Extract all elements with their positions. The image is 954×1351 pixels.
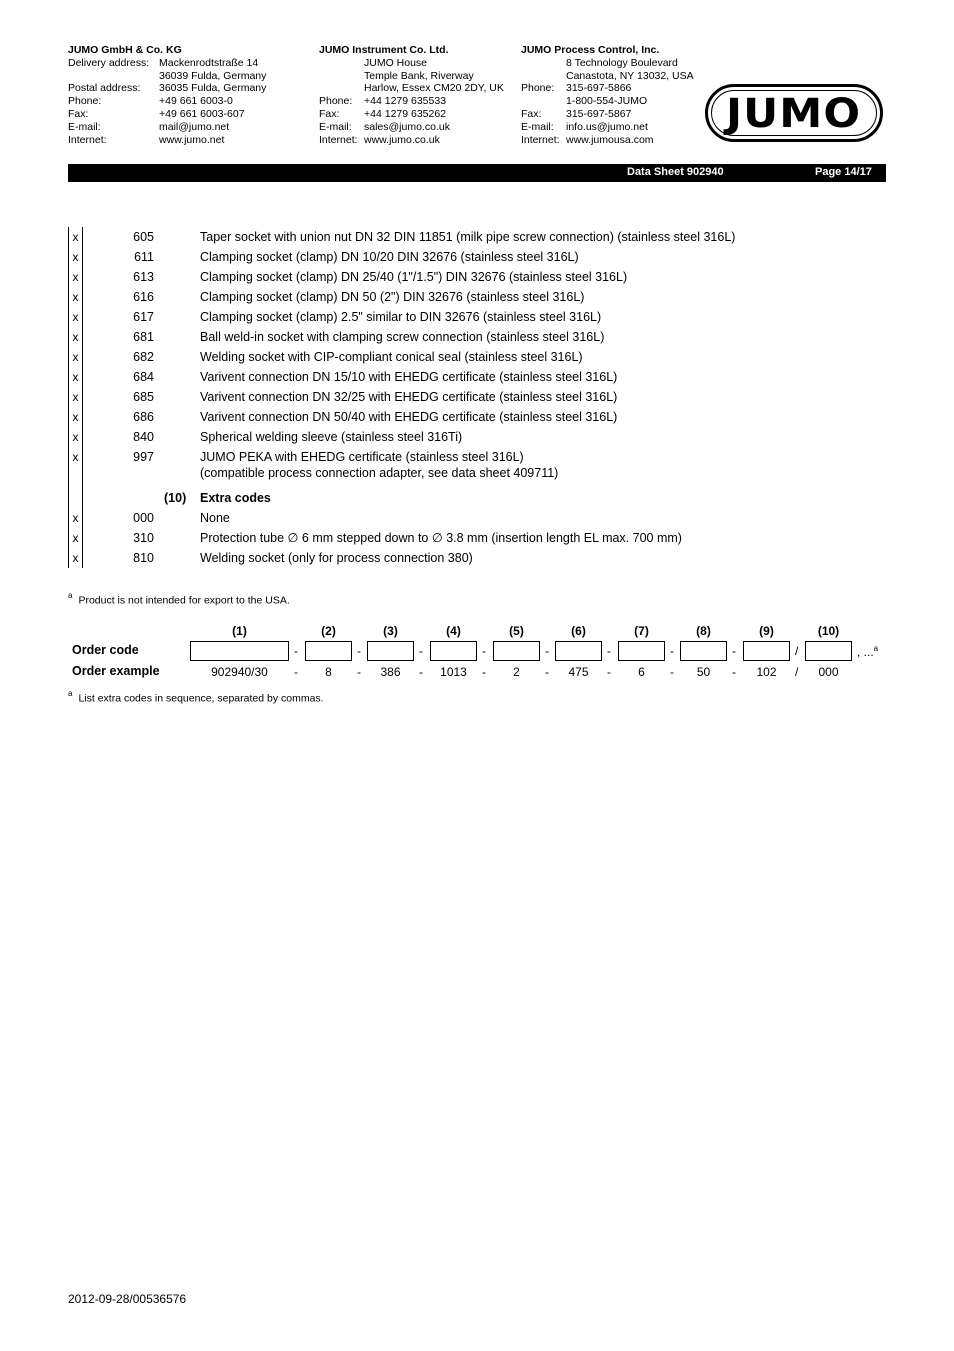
address-line xyxy=(521,108,694,121)
address-line xyxy=(319,57,504,70)
order-code-label: Order code xyxy=(72,643,139,657)
address-line xyxy=(521,95,694,108)
order-code-separator: - xyxy=(732,644,736,658)
option-description xyxy=(200,389,617,405)
option-mark: x xyxy=(68,447,83,483)
address-value: mail@jumo.net xyxy=(159,120,230,133)
logo-text: JUMO xyxy=(726,91,862,137)
order-example-separator: - xyxy=(357,665,361,679)
footnote-text: Product is not intended for export to the USA. xyxy=(78,594,290,607)
address-label: Fax: xyxy=(319,107,340,120)
address-line xyxy=(68,95,266,108)
order-code-separator: - xyxy=(419,644,423,658)
option-description xyxy=(200,249,579,265)
address-value: +49 661 6003-0 xyxy=(159,95,233,108)
option-description: None xyxy=(200,511,230,525)
address-value: +49 661 6003-607 xyxy=(159,107,245,120)
option-row xyxy=(68,447,888,483)
option-description-line: Varivent connection DN 32/25 with EHEDG certificate (stainless steel 316L) xyxy=(200,390,618,404)
option-description: Protection tube ∅ 6 mm stepped down to ∅ 3.8 mm (insertion length EL max. 700 mm) xyxy=(200,531,682,545)
order-code-separator: - xyxy=(545,644,549,658)
order-code-field[interactable] xyxy=(743,641,790,661)
option-mark: x xyxy=(68,528,83,548)
order-code-trail xyxy=(857,644,878,659)
option-code: 810 xyxy=(133,551,154,565)
footnote-mark: a xyxy=(68,689,73,698)
extra-code-row xyxy=(68,528,888,548)
order-column-number: (7) xyxy=(634,624,649,638)
option-code: 605 xyxy=(133,230,154,244)
order-example-separator: - xyxy=(732,665,736,679)
option-description xyxy=(200,289,584,305)
option-row xyxy=(68,407,888,427)
option-mark: x xyxy=(68,347,83,367)
order-column-number: (10) xyxy=(817,624,840,638)
option-mark: x xyxy=(68,407,83,427)
address-label: Internet: xyxy=(521,133,560,146)
option-row xyxy=(68,427,888,447)
address-value: www.jumo.co.uk xyxy=(364,133,440,146)
option-code: 686 xyxy=(133,410,154,424)
option-code: 616 xyxy=(133,290,154,304)
order-code-separator: - xyxy=(357,644,361,658)
address-line xyxy=(319,134,504,147)
order-code-separator: - xyxy=(670,644,674,658)
address-value: 315-697-5866 xyxy=(566,82,632,95)
address-line xyxy=(319,82,504,95)
order-code-separator: - xyxy=(607,644,611,658)
option-code: 617 xyxy=(133,310,154,324)
order-example-value: 902940/30 xyxy=(211,665,268,679)
order-column-number: (3) xyxy=(383,624,398,638)
address-value: Mackenrodtstraße 14 xyxy=(159,56,259,69)
option-description xyxy=(200,449,558,481)
jumo-logo xyxy=(705,84,883,142)
order-example-separator: - xyxy=(545,665,549,679)
option-description xyxy=(200,369,617,385)
order-example-value: 50 xyxy=(696,665,711,679)
order-example-value: 386 xyxy=(380,665,401,679)
order-column-number: (8) xyxy=(696,624,711,638)
option-mark: x xyxy=(68,287,83,307)
option-code: 310 xyxy=(133,531,154,545)
address-line xyxy=(521,70,694,83)
option-description xyxy=(200,309,601,325)
option-description-line: Clamping socket (clamp) DN 50 (2") DIN 32676 (stainless steel 316L) xyxy=(200,290,585,304)
option-mark: x xyxy=(68,247,83,267)
address-label xyxy=(521,57,566,70)
option-description xyxy=(200,409,617,425)
order-column-number: (6) xyxy=(571,624,586,638)
address-line xyxy=(68,121,266,134)
order-example-value: 475 xyxy=(568,665,589,679)
option-row xyxy=(68,307,888,327)
address-line xyxy=(319,70,504,83)
address-value: sales@jumo.co.uk xyxy=(364,120,450,133)
address-label: Postal address: xyxy=(68,82,141,95)
footnote-text: List extra codes in sequence, separated by commas. xyxy=(78,692,324,705)
extra-codes-header xyxy=(68,488,888,508)
option-description xyxy=(200,429,462,445)
company-name: JUMO Instrument Co. Ltd. xyxy=(319,44,449,56)
address-label xyxy=(68,70,159,83)
option-mark: x xyxy=(68,367,83,387)
option-row xyxy=(68,287,888,307)
order-code-field[interactable] xyxy=(367,641,414,661)
option-description-line: Taper socket with union nut DN 32 DIN 11851 (milk pipe screw connection) (stainless steel 316L) xyxy=(200,230,736,244)
address-line xyxy=(521,134,694,147)
option-description-line: Ball weld-in socket with clamping screw connection (stainless steel 316L) xyxy=(200,330,605,344)
address-value: www.jumo.net xyxy=(159,133,225,146)
order-code-field[interactable] xyxy=(493,641,540,661)
page-number: Page 14/17 xyxy=(815,166,872,178)
order-example-value: 000 xyxy=(818,665,839,679)
order-code-trail-text: , ... xyxy=(857,645,874,659)
address-line xyxy=(319,121,504,134)
order-example-separator: - xyxy=(294,665,298,679)
option-row xyxy=(68,267,888,287)
option-description-line: (compatible process connection adapter, see data sheet 409711) xyxy=(200,466,559,480)
address-value: JUMO House xyxy=(364,56,428,69)
document-date-code: 2012-09-28/00536576 xyxy=(68,1292,187,1306)
order-code-field[interactable] xyxy=(190,641,289,661)
option-description: Welding socket (only for process connection 380) xyxy=(200,551,473,565)
address-label xyxy=(521,70,566,83)
option-description-line: Clamping socket (clamp) DN 10/20 DIN 32676 (stainless steel 316L) xyxy=(200,250,579,264)
process-connection-table xyxy=(68,227,888,568)
address-line xyxy=(319,108,504,121)
option-code: 682 xyxy=(133,350,154,364)
option-mark: x xyxy=(68,227,83,247)
extra-codes-title: Extra codes xyxy=(200,491,271,505)
footnote-export xyxy=(68,592,290,607)
option-row xyxy=(68,367,888,387)
option-description-line: Welding socket with CIP-compliant conical seal (stainless steel 316L) xyxy=(200,350,583,364)
order-example-separator: / xyxy=(795,665,799,679)
option-description-line: Varivent connection DN 15/10 with EHEDG certificate (stainless steel 316L) xyxy=(200,370,618,384)
address-label: E-mail: xyxy=(68,120,101,133)
address-label: Internet: xyxy=(319,133,358,146)
order-example-value: 2 xyxy=(513,665,520,679)
option-row xyxy=(68,227,888,247)
option-row xyxy=(68,387,888,407)
order-example-separator: - xyxy=(607,665,611,679)
footnote-mark: a xyxy=(873,644,879,653)
address-jumo-usa xyxy=(521,44,694,146)
order-example-separator: - xyxy=(482,665,486,679)
address-value: 36035 Fulda, Germany xyxy=(159,82,267,95)
address-label xyxy=(319,57,364,70)
address-label: Fax: xyxy=(521,107,542,120)
address-value: +44 1279 635533 xyxy=(364,95,447,108)
option-mark: x xyxy=(68,307,83,327)
order-code-separator: / xyxy=(795,644,799,658)
address-value: 315-697-5867 xyxy=(566,107,632,120)
option-code: 997 xyxy=(133,450,154,464)
order-example-value: 1013 xyxy=(440,665,467,679)
footnote-extra-codes xyxy=(68,690,324,705)
extra-codes-number: (10) xyxy=(164,491,187,505)
order-code-field[interactable] xyxy=(555,641,602,661)
address-value: www.jumousa.com xyxy=(566,133,654,146)
option-mark: x xyxy=(68,267,83,287)
option-code: 611 xyxy=(134,250,154,264)
option-code: 000 xyxy=(133,511,154,525)
address-jumo-uk xyxy=(319,44,504,146)
address-line xyxy=(68,134,266,147)
address-line xyxy=(68,82,266,95)
address-jumo-germany xyxy=(68,44,266,146)
address-label: Internet: xyxy=(68,133,107,146)
header-bar xyxy=(68,164,886,182)
order-example-value: 8 xyxy=(325,665,332,679)
address-line xyxy=(68,70,266,83)
extra-code-row xyxy=(68,548,888,568)
address-label: E-mail: xyxy=(319,120,352,133)
company-name: JUMO GmbH & Co. KG xyxy=(68,44,182,56)
order-code-field[interactable] xyxy=(305,641,352,661)
address-label: Phone: xyxy=(68,95,102,108)
address-value: 1-800-554-JUMO xyxy=(566,95,648,108)
option-code: 840 xyxy=(133,430,154,444)
address-value: Canastota, NY 13032, USA xyxy=(566,69,694,82)
order-example-label: Order example xyxy=(72,664,160,678)
option-code: 613 xyxy=(133,270,154,284)
extra-code-row xyxy=(68,508,888,528)
option-description xyxy=(200,329,604,345)
option-row xyxy=(68,327,888,347)
order-code-separator: - xyxy=(294,644,298,658)
option-code: 681 xyxy=(133,330,154,344)
option-description-line: JUMO PEKA with EHEDG certificate (stainless steel 316L) xyxy=(200,450,524,464)
option-description xyxy=(200,269,627,285)
option-code: 684 xyxy=(133,370,154,384)
address-label: E-mail: xyxy=(521,120,554,133)
option-description-line: Spherical welding sleeve (stainless steel 316Ti) xyxy=(200,430,463,444)
order-code-field[interactable] xyxy=(430,641,477,661)
company-name: JUMO Process Control, Inc. xyxy=(521,44,660,56)
option-description xyxy=(200,229,735,245)
address-label xyxy=(319,82,364,95)
order-example-value: 6 xyxy=(638,665,645,679)
address-label: Phone: xyxy=(521,82,555,95)
option-description-line: Clamping socket (clamp) DN 25/40 (1"/1.5") DIN 32676 (stainless steel 316L) xyxy=(200,270,628,284)
address-line xyxy=(521,121,694,134)
order-code-field[interactable] xyxy=(618,641,665,661)
order-code-field[interactable] xyxy=(680,641,727,661)
address-line xyxy=(521,57,694,70)
option-mark: x xyxy=(68,427,83,447)
address-line xyxy=(319,95,504,108)
address-value: Harlow, Essex CM20 2DY, UK xyxy=(364,82,504,95)
address-label: Delivery address: xyxy=(68,56,150,69)
order-column-number: (5) xyxy=(509,624,524,638)
order-example-separator: - xyxy=(419,665,423,679)
option-mark: x xyxy=(68,387,83,407)
order-column-number: (4) xyxy=(446,624,461,638)
address-label: Fax: xyxy=(68,107,89,120)
order-column-number: (1) xyxy=(232,624,247,638)
order-column-number: (2) xyxy=(321,624,336,638)
order-example-separator: - xyxy=(670,665,674,679)
address-label xyxy=(521,95,566,108)
address-value: info.us@jumo.net xyxy=(566,120,648,133)
address-value: 8 Technology Boulevard xyxy=(566,56,678,69)
order-code-field[interactable] xyxy=(805,641,852,661)
option-description-line: Varivent connection DN 50/40 with EHEDG certificate (stainless steel 316L) xyxy=(200,410,618,424)
datasheet-number: Data Sheet 902940 xyxy=(627,166,724,178)
option-description-line: Clamping socket (clamp) 2.5" similar to DIN 32676 (stainless steel 316L) xyxy=(200,310,602,324)
option-row xyxy=(68,247,888,267)
option-mark: x xyxy=(68,548,83,568)
option-mark: x xyxy=(68,327,83,347)
option-mark-column xyxy=(68,488,83,508)
address-line xyxy=(68,108,266,121)
address-value: +44 1279 635262 xyxy=(364,107,447,120)
address-line xyxy=(521,82,694,95)
option-row xyxy=(68,347,888,367)
address-value: 36039 Fulda, Germany xyxy=(159,69,267,82)
address-line xyxy=(68,57,266,70)
address-value: Temple Bank, Riverway xyxy=(364,69,474,82)
address-label xyxy=(319,70,364,83)
footnote-mark: a xyxy=(68,591,73,600)
option-description xyxy=(200,349,583,365)
order-code-separator: - xyxy=(482,644,486,658)
address-label: Phone: xyxy=(319,95,353,108)
option-mark: x xyxy=(68,508,83,528)
option-code: 685 xyxy=(133,390,154,404)
order-column-number: (9) xyxy=(759,624,774,638)
order-example-value: 102 xyxy=(756,665,777,679)
